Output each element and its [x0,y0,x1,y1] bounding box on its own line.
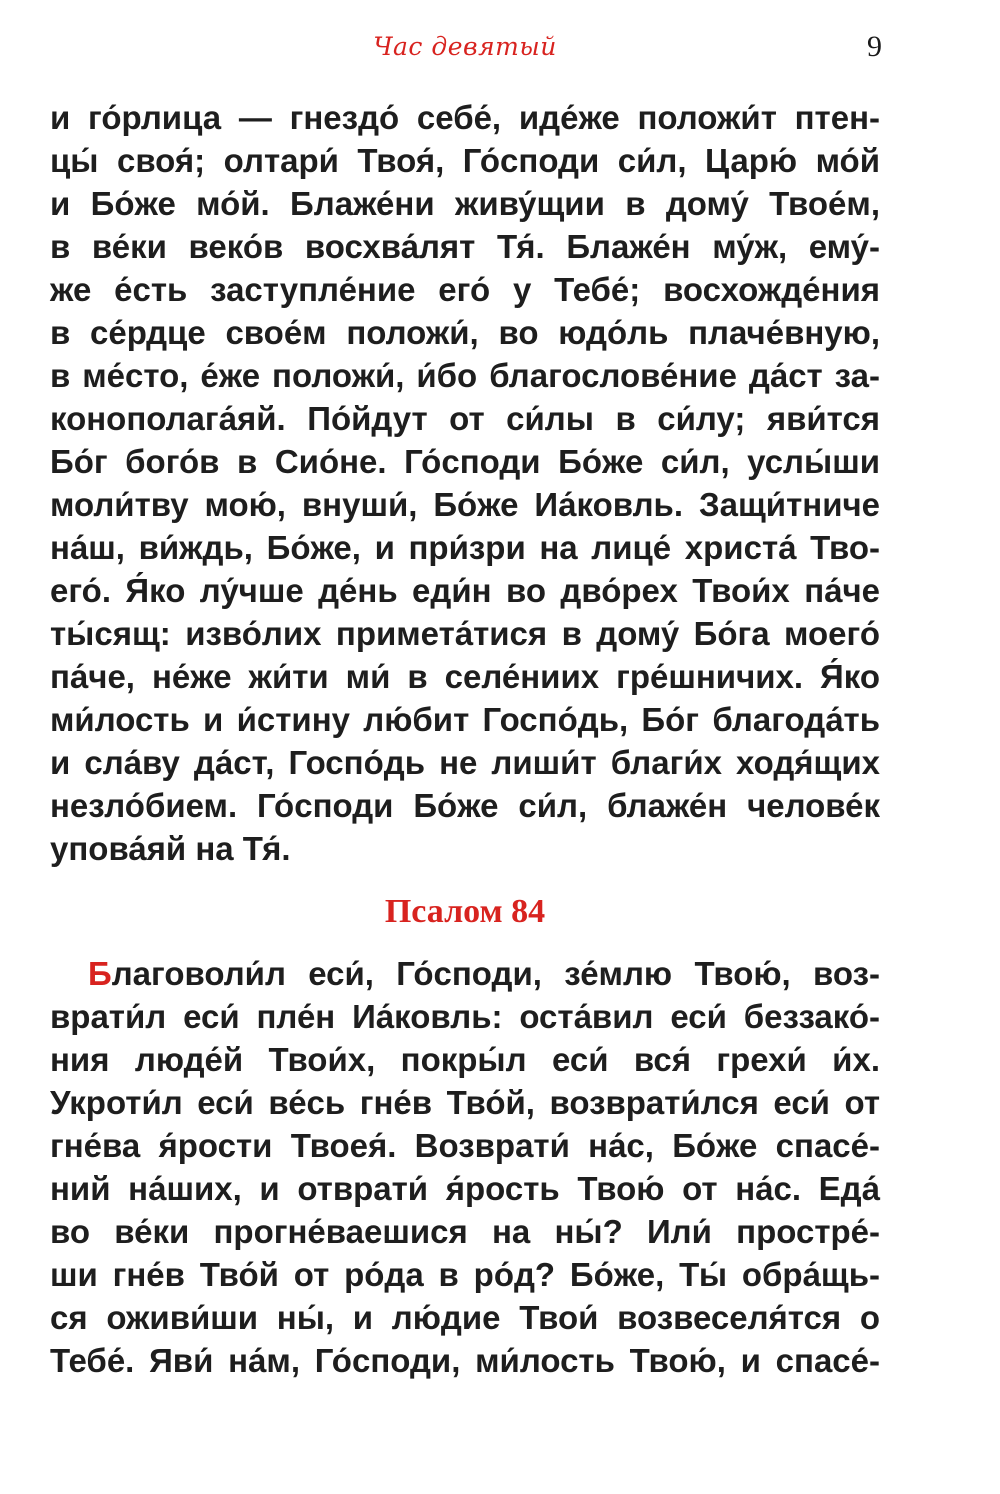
text-line: конополага́яй. По́йдут от си́лы в си́лу; яви́тся [50,400,880,437]
text-line: па́че, не́же жи́ти ми́ в селе́ниих гре́шничих. Я́ко [50,658,880,695]
text-line: и сла́ву да́ст, Госпо́дь не лиши́т благи́х ходя́щих [50,744,880,781]
text-line: во ве́ки прогне́ваешися на ны́? Или́ простре́- [50,1213,880,1250]
text-line: Тебе́. Яви́ на́м, Го́споди, ми́лость Твою́, и спасе́- [50,1342,880,1379]
text-line: ты́сящ: изво́лих примета́тися в дому́ Бо́га моего́ [50,615,880,652]
running-head [48,28,882,68]
psalm-heading: Псалом 84 [384,893,546,930]
text-line: ми́лость и и́стину лю́бит Госпо́дь, Бо́г благода́ть [50,701,880,738]
text-line: Бо́г бого́в в Сио́не. Го́споди Бо́же си́л, услы́ши [50,443,880,480]
text-line: ния люде́й Твои́х, покры́л еси́ вся́ грехи́ и́х. [50,1041,880,1078]
text-line: в се́рдце свое́м положи́, во юдо́ль плаче́вную, [50,314,880,351]
text-line-first [50,952,880,995]
text-line: и Бо́же мо́й. Блаже́ни живу́щии в дому́ Твое́м, [50,185,880,222]
text-line: врати́л еси́ пле́н Иа́ковль: оста́вил еси́ беззако́- [50,998,880,1035]
running-title: Час девятый [373,32,557,61]
text-line: Укроти́л еси́ ве́сь гне́в Тво́й, возврати́лся еси́ от [50,1084,880,1121]
text-line: в ве́ки веко́в восхва́лят Тя́. Блаже́н му́ж, ему́- [50,228,880,265]
text-line: в ме́сто, е́же положи́, и́бо благослове́ние да́ст за- [50,357,880,394]
text-line: его́. Я́ко лу́чше де́нь еди́н во дво́рех Твои́х па́че [50,572,880,609]
drop-initial: Б [88,955,112,992]
text-line: гне́ва я́рости Твоея́. Возврати́ на́с, Бо́же спасе́- [50,1127,880,1164]
text-line: упова́яй на Тя́. [50,830,291,867]
page-number: 9 [867,30,882,63]
text-line: же е́сть заступле́ние его́ у Тебе́; восхожде́ния [50,271,880,308]
text-line: ний на́ших, и отврати́ я́рость Твою́ от на́с. Еда́ [50,1170,880,1207]
text-line: и го́рлица — гнездо́ себе́, иде́же положи́т птен- [50,99,880,136]
text-line: моли́тву мою́, внуши́, Бо́же Иа́ковль. Защи́тниче [50,486,880,523]
text-line: незло́бием. Го́споди Бо́же си́л, блаже́н челове́к [50,787,880,824]
text-line: ся оживи́ши ны́, и лю́дие Твои́ возвеселя́тся о [50,1299,880,1336]
text-line: на́ш, ви́ждь, Бо́же, и при́зри на лице́ христа́ Тво- [50,529,880,566]
psalm-84-text [50,952,880,1382]
text-line: ши гне́в Тво́й от ро́да в ро́д? Бо́же, Ты́ обра́щь- [50,1256,880,1293]
psalm-83-continuation [50,96,880,870]
first-line-text: лаговоли́л еси́, Го́споди, зе́млю Твою́, воз- [111,955,880,992]
text-line: цы́ своя́; олтари́ Твоя́, Го́споди си́л, Царю́ мо́й [50,142,880,179]
